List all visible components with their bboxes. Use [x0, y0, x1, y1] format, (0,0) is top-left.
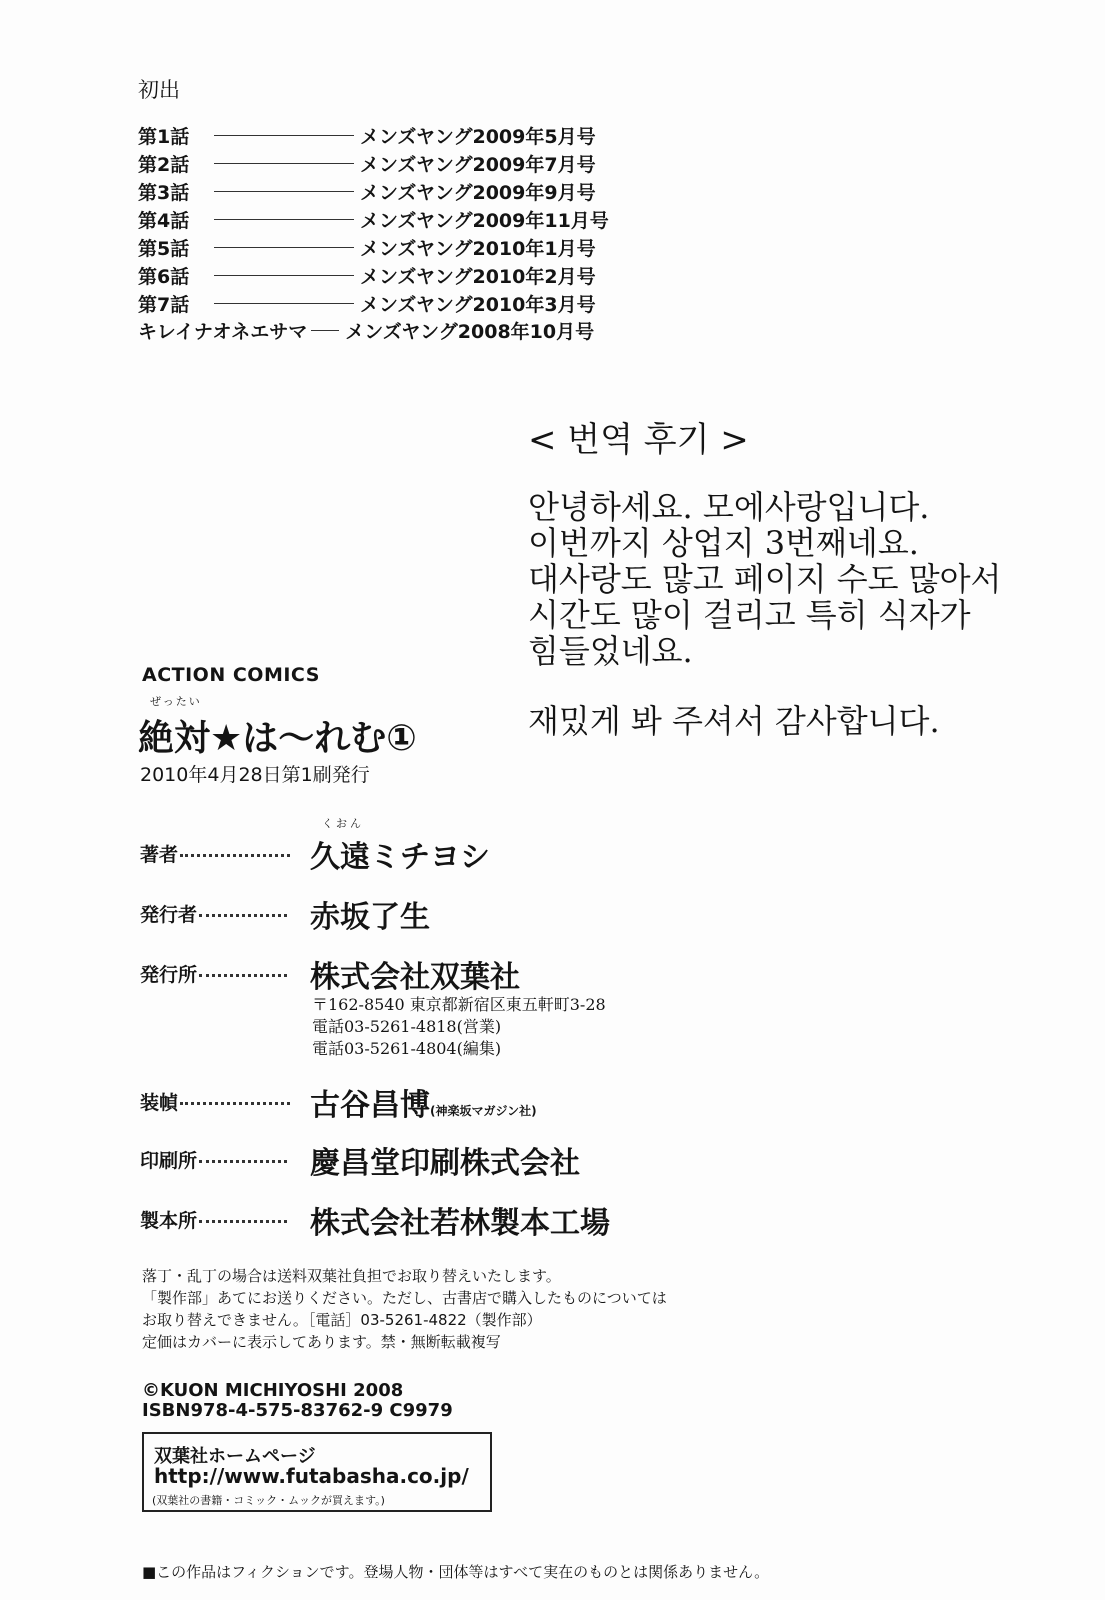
- publisher-address: 〒162-8540 東京都新宿区東五軒町3-28: [312, 995, 606, 1014]
- leader-line: [311, 330, 339, 331]
- credit-role-printer: [140, 1146, 287, 1173]
- notice-line: お取り替えできません。［電話］03-5261-4822（製作部）: [142, 1311, 542, 1329]
- first-appearance-row: [138, 177, 596, 205]
- author-ruby: くおん: [322, 817, 364, 830]
- translator-note-line: 재밌게 봐 주셔서 감사합니다.: [528, 702, 940, 740]
- leader-line: [214, 191, 354, 192]
- leader-line: [214, 163, 354, 164]
- homepage-title: 双葉社ホームページ: [154, 1446, 316, 1467]
- credit-name-binder: 株式会社若林製本工場: [310, 1206, 610, 1241]
- leader-line: [214, 219, 354, 220]
- role-label: 著者: [140, 844, 179, 866]
- publisher-phone-editorial: 電話03-5261-4804(編集): [312, 1039, 502, 1058]
- translator-note-line: 대사랑도 많고 페이지 수도 많아서: [528, 560, 1002, 598]
- translator-note-line: 안녕하세요. 모에사랑입니다.: [528, 488, 930, 526]
- role-label: 印刷所: [140, 1150, 198, 1172]
- episode-label: 第4話: [138, 209, 190, 232]
- role-label: 装幀: [140, 1092, 179, 1114]
- homepage-url[interactable]: http://www.futabasha.co.jp/: [154, 1464, 469, 1488]
- role-label: 製本所: [140, 1210, 198, 1232]
- book-title: 絶対★は～れむ①: [138, 718, 417, 759]
- leader-dots: [199, 974, 287, 977]
- leader-line: [214, 247, 354, 248]
- magazine-issue: メンズヤング2010年3月号: [360, 293, 596, 316]
- first-appearance-row: [138, 316, 594, 344]
- magazine-issue: メンズヤング2008年10月号: [345, 320, 595, 343]
- translator-note-title: < 번역 후기 >: [528, 420, 749, 460]
- leader-dots: [180, 1102, 290, 1105]
- notice-line: 定価はカバーに表示してあります。禁・無断転載複写: [142, 1333, 501, 1351]
- magazine-issue: メンズヤング2009年5月号: [360, 125, 596, 148]
- first-appearance-row: [138, 121, 596, 149]
- notice-line: 落丁・乱丁の場合は送料双葉社負担でお取り替えいたします。: [142, 1267, 561, 1285]
- title-ruby: ぜったい: [150, 695, 202, 708]
- credit-role-publisher: [140, 900, 287, 927]
- first-appearance-row: [138, 261, 596, 289]
- leader-dots: [180, 854, 290, 857]
- leader-line: [214, 303, 354, 304]
- first-appearance-row: [138, 233, 596, 261]
- credit-name-author: 久遠ミチヨシ: [310, 840, 490, 875]
- credit-name-design: [310, 1080, 537, 1124]
- leader-line: [214, 135, 354, 136]
- issue-date: 2010年4月28日第1刷発行: [140, 764, 370, 786]
- first-appearance-row: [138, 205, 609, 233]
- imprint-label: ACTION COMICS: [142, 664, 320, 686]
- magazine-issue: メンズヤング2009年11月号: [360, 209, 609, 232]
- credit-role-author: [140, 840, 290, 867]
- copyright: ©KUON MICHIYOSHI 2008: [142, 1380, 404, 1401]
- leader-dots: [199, 1220, 287, 1223]
- episode-label: 第7話: [138, 293, 190, 316]
- credit-role-binder: [140, 1206, 287, 1233]
- homepage-box: [142, 1432, 492, 1512]
- isbn: ISBN978-4-575-83762-9 C9979: [142, 1400, 453, 1421]
- credit-role-design: [140, 1088, 290, 1115]
- first-appearance-row: [138, 149, 596, 177]
- magazine-issue: メンズヤング2010年1月号: [360, 237, 596, 260]
- episode-label: 第1話: [138, 125, 190, 148]
- role-label: 発行所: [140, 964, 198, 986]
- magazine-issue: メンズヤング2009年9月号: [360, 181, 596, 204]
- episode-label: 第3話: [138, 181, 190, 204]
- fiction-notice: ■この作品はフィクションです。登場人物・団体等はすべて実在のものとは関係ありません。: [142, 1563, 770, 1581]
- publisher-phone-sales: 電話03-5261-4818(営業): [312, 1017, 502, 1036]
- translator-note-line: 이번까지 상업지 3번째네요.: [528, 524, 919, 562]
- role-label: 発行者: [140, 904, 198, 926]
- leader-dots: [199, 1160, 287, 1163]
- translator-note-line: 힘들었네요.: [528, 632, 693, 670]
- episode-label: 第6話: [138, 265, 190, 288]
- credit-role-publishing-house: [140, 960, 287, 987]
- translator-note-line: 시간도 많이 걸리고 특히 식자가: [528, 596, 971, 634]
- credit-name-printer: 慶昌堂印刷株式会社: [310, 1146, 580, 1181]
- magazine-issue: メンズヤング2010年2月号: [360, 265, 596, 288]
- episode-label: 第2話: [138, 153, 190, 176]
- leader-dots: [199, 914, 287, 917]
- homepage-note: (双葉社の書籍・コミック・ムックが買えます。): [152, 1494, 385, 1507]
- designer-affiliation: (神楽坂マガジン社): [430, 1104, 537, 1118]
- first-appearance-heading: 初出: [138, 78, 180, 102]
- credit-name-publishing-house: 株式会社双葉社: [310, 960, 520, 995]
- leader-line: [214, 275, 354, 276]
- first-appearance-row: [138, 289, 596, 317]
- magazine-issue: メンズヤング2009年7月号: [360, 153, 596, 176]
- designer-name: 古谷昌博: [310, 1088, 430, 1123]
- episode-label: 第5話: [138, 237, 190, 260]
- notice-line: 「製作部」あてにお送りください。ただし、古書店で購入したものについては: [142, 1289, 667, 1307]
- credit-name-publisher: 赤坂了生: [310, 900, 430, 935]
- episode-label: キレイナオネエサマ: [138, 320, 308, 343]
